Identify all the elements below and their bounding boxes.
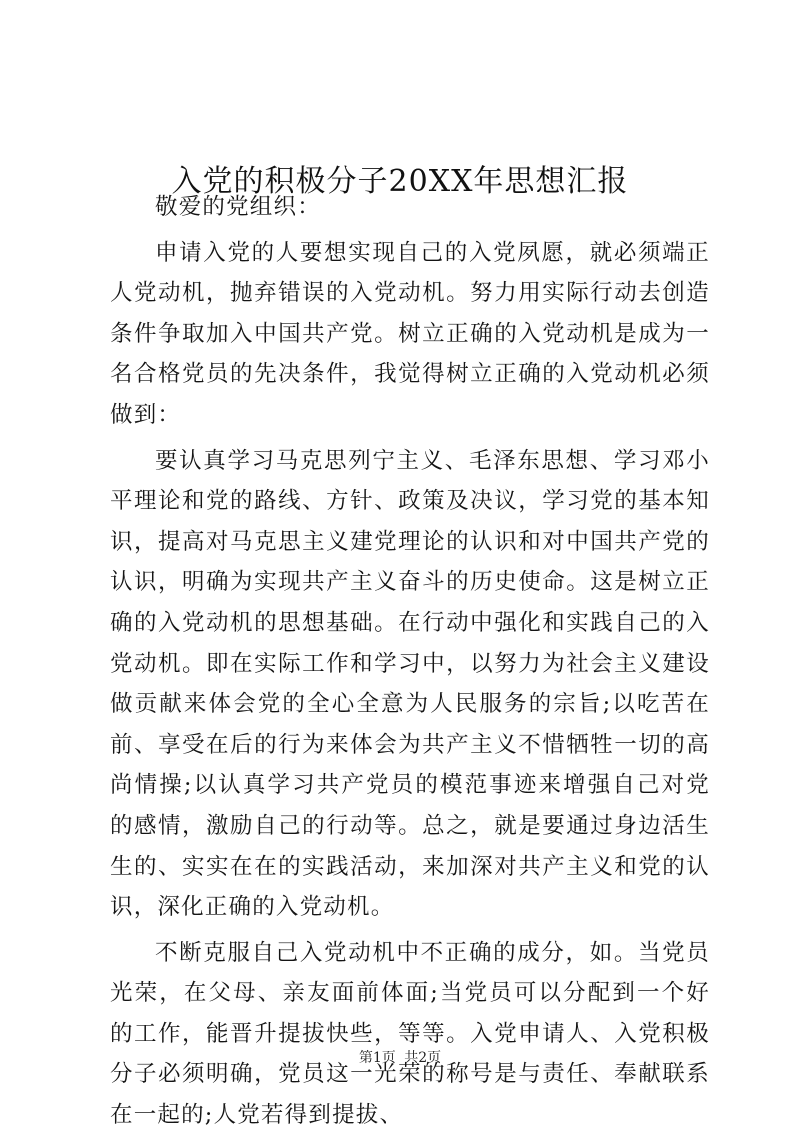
document-body [110,187,710,1136]
salutation: 敬爱的党组织： [155,194,321,220]
page-title: 入党的积极分子20XX年思想汇报 [171,164,629,200]
paragraph-3: 不断克服自己入党动机中不正确的成分，如。当党员光荣，在父母、亲友面前体面;当党员可以分配到一个好的工作，能晋升提拔快些，等等。入党申请人、入党积极分子必须明确，党员这一光荣的称号是与责任、奉献联系在一起的;人党若得到提拔、 [110,939,710,1129]
paragraph-1: 申请入党的人要想实现自己的入党夙愿，就必须端正人党动机，抛弃错误的入党动机。努力用实际行动去创造条件争取加入中国共产党。树立正确的入党动机是成为一名合格党员的先决条件，我觉得树立正确的入党动机必须做到： [110,239,710,428]
page-footer: 第1页 共2页 [358,1050,442,1066]
paragraph-2: 要认真学习马克思列宁主义、毛泽东思想、学习邓小平理论和党的路线、方针、政策及决议，学习党的基本知识，提高对马克思主义建党理论的认识和对中国共产党的认识，明确为实现共产主义奋斗的历史使命。这是树立正确的入党动机的思想基础。在行动中强化和实践自己的入党动机。即在实际工作和学习中，以努力为社会主义建设做贡献来体会党的全心全意为人民服务的宗旨;以吃苦在前、享受在后的行为来体会为共产主义不惜牺牲一切的高尚情操;以认真学习共产党员的模范事迹来增强自己对党的感情，激励自己的行动等。总之，就是要通过身边活生生的、实实在在的实践活动，来加深对共产主义和党的认识，深化正确的入党动机。 [110,447,710,921]
